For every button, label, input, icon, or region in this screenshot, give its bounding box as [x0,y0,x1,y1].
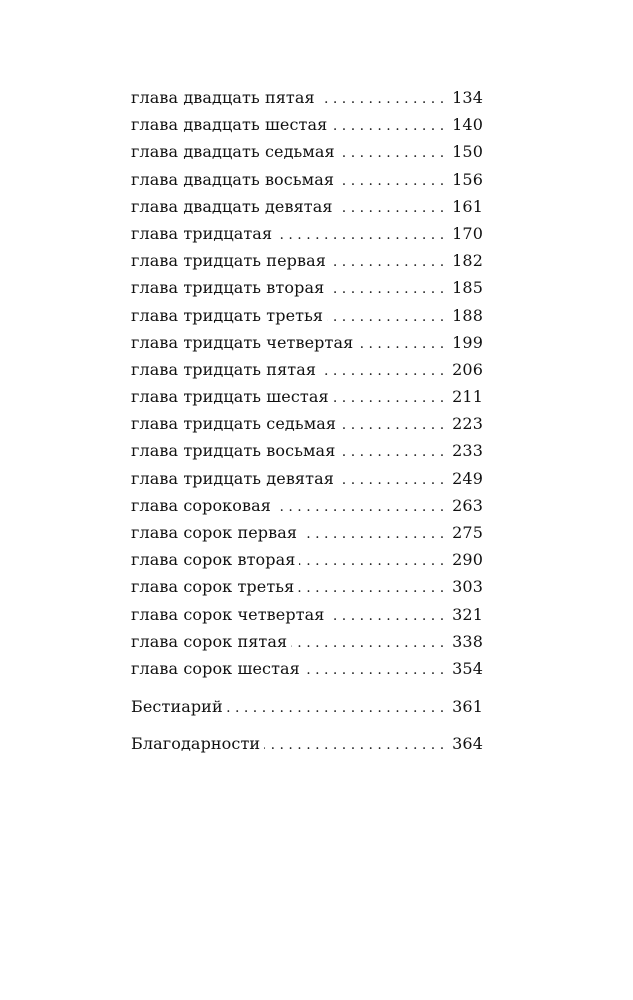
toc-entry[interactable] [131,166,483,193]
dot-leader [298,575,444,602]
dot-leader [328,603,444,630]
toc-entry-page: 185 [452,278,483,298]
toc-entry-page: 290 [452,550,483,570]
toc-entry-title: глава сорок пятая [131,631,288,651]
dot-leader [340,412,444,439]
toc-entry-title: глава двадцать девятая [131,196,333,216]
toc-entry-page: 303 [452,577,483,597]
toc-entry-acknowledgements[interactable] [131,730,483,757]
toc-entry-title: глава сорок шестая [131,658,300,678]
toc-entry-title: глава тридцать четвертая [131,332,354,352]
toc-entry[interactable] [131,546,483,573]
dot-leader [275,494,444,521]
toc-entry-title: глава тридцать вторая [131,278,325,298]
dot-leader [328,276,444,303]
toc-entry-title: глава тридцать седьмая [131,414,337,434]
toc-entry-title: глава двадцать шестая [131,115,328,135]
dot-leader [338,467,444,494]
toc-entry-page: 182 [452,251,483,271]
toc-entry-title: глава сороковая [131,495,271,515]
dot-leader [327,304,444,331]
toc-entry[interactable] [131,492,483,519]
toc-entry-title: глава двадцать восьмая [131,169,335,189]
toc-entry[interactable] [131,111,483,138]
dot-leader [357,331,444,358]
toc-entry-title: глава тридцать первая [131,251,326,271]
dot-leader [264,732,444,759]
dot-leader [301,521,444,548]
toc-entry-title: глава тридцать третья [131,305,324,325]
toc-entry[interactable] [131,84,483,111]
toc-entry[interactable] [131,302,483,329]
toc-entry-page: 188 [452,305,483,325]
toc-entry-title: глава двадцать пятая [131,88,315,107]
table-of-contents [131,84,483,758]
dot-leader [339,140,444,167]
toc-entry-page: 223 [452,414,483,434]
toc-entry[interactable] [131,410,483,437]
toc-entry-page: 275 [452,523,483,542]
toc-entry-title: глава тридцатая [131,223,273,243]
dot-leader [330,249,444,276]
dot-leader [331,113,444,140]
dot-leader [319,86,444,113]
toc-entry[interactable] [131,437,483,464]
toc-entry-page: 161 [452,196,483,216]
toc-entry[interactable] [131,138,483,165]
toc-entry-page: 263 [452,495,483,515]
toc-entry-page: 150 [452,142,483,162]
toc-entry-page: 170 [452,223,483,243]
toc-entry[interactable] [131,655,483,682]
toc-entry-page: 321 [452,604,483,624]
toc-entry-title: глава сорок вторая [131,550,296,570]
dot-leader [333,385,444,412]
toc-entry[interactable] [131,356,483,383]
toc-entry-title: глава сорок третья [131,577,295,597]
dot-leader [338,168,444,195]
toc-entry-page: 249 [452,468,483,488]
toc-entry[interactable] [131,383,483,410]
toc-entry-title: глава двадцать седьмая [131,142,335,162]
toc-entry-title: глава тридцать пятая [131,359,317,379]
toc-entry-title: Благодарности [131,734,261,754]
toc-entry[interactable] [131,329,483,356]
toc-entry[interactable] [131,601,483,628]
toc-entry-page: 156 [452,169,483,189]
toc-entry-title: глава сорок первая [131,523,298,542]
dot-leader [227,695,444,722]
toc-entry[interactable] [131,519,483,546]
toc-entry-page: 134 [452,88,483,107]
toc-entry[interactable] [131,247,483,274]
dot-leader [304,657,444,684]
toc-entry[interactable] [131,220,483,247]
dot-leader [299,548,444,575]
toc-entry-page: 233 [452,441,483,461]
toc-entry-page: 140 [452,115,483,135]
toc-entry-page: 354 [452,658,483,678]
toc-entry-title: глава тридцать шестая [131,387,329,407]
toc-entry-page: 364 [452,734,483,754]
dot-leader [337,195,445,222]
dot-leader [320,358,444,385]
dot-leader [339,439,444,466]
toc-entry-bestiary[interactable] [131,693,483,720]
toc-entry[interactable] [131,274,483,301]
dot-leader [276,222,444,249]
toc-entry-title: глава тридцать девятая [131,468,334,488]
toc-entry[interactable] [131,465,483,492]
toc-entry[interactable] [131,193,483,220]
toc-entry-title: Бестиарий [131,697,223,717]
toc-entry[interactable] [131,573,483,600]
toc-entry-page: 361 [452,697,483,717]
toc-entry-page: 338 [452,631,483,651]
toc-entry-page: 206 [452,359,483,379]
dot-leader [291,630,444,657]
toc-entry-page: 211 [452,387,483,407]
toc-entry-page: 199 [452,332,483,352]
toc-entry[interactable] [131,628,483,655]
toc-entry-title: глава сорок четвертая [131,604,325,624]
toc-entry-title: глава тридцать восьмая [131,441,336,461]
